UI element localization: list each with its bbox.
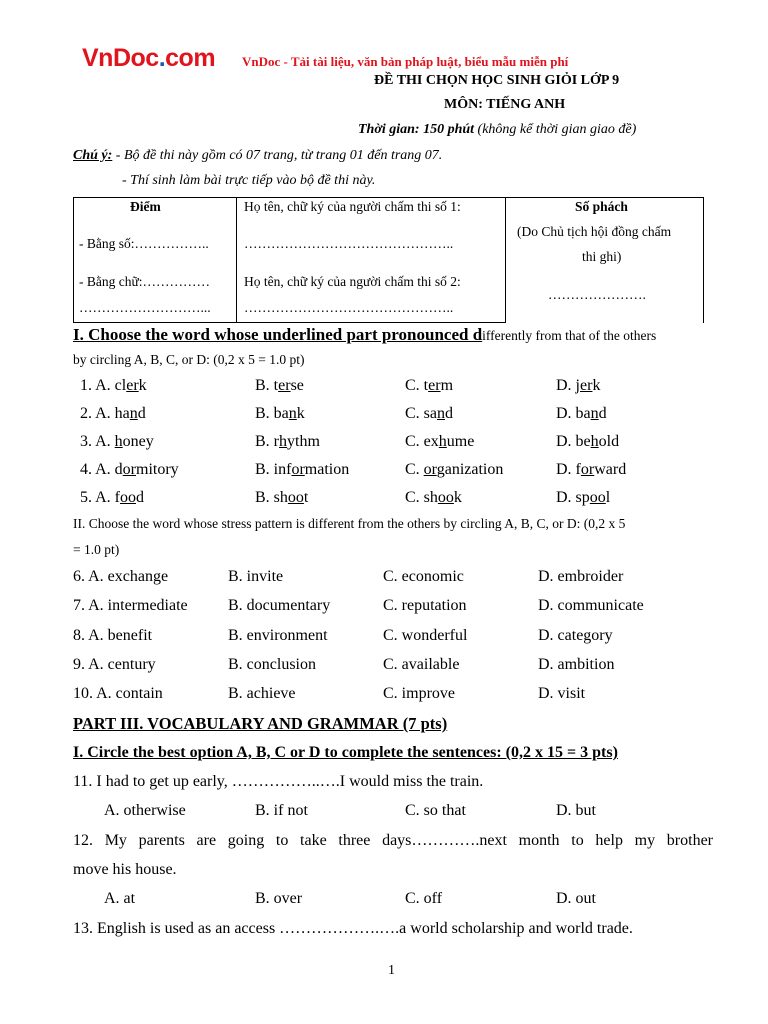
stress-q10-option-a[interactable]: 10. A. contain xyxy=(73,685,163,703)
word-part: B. sh xyxy=(255,489,288,506)
pron-q4-option-c[interactable] xyxy=(405,461,503,479)
note-text-1: - Bộ đề thi này gồm có 07 trang, từ trang 01 đến trang 07. xyxy=(112,148,443,163)
table-divider-1 xyxy=(236,197,237,323)
stress-q6-option-c[interactable]: C. economic xyxy=(383,568,464,585)
stress-q6-option-a[interactable]: 6. A. exchange xyxy=(73,568,169,585)
word-part: D. be xyxy=(556,433,591,450)
word-part: D. f xyxy=(556,461,581,478)
part-3-instruction: I. Circle the best option A, B, C or D to complete the sentences: (0,2 x 15 = 3 pts) xyxy=(73,744,618,761)
word-part: D. sp xyxy=(556,489,590,506)
pron-q1-option-a[interactable] xyxy=(80,377,147,395)
pron-q2-option-a[interactable] xyxy=(80,405,146,423)
question-number: 1. A. xyxy=(80,377,115,394)
exam-time xyxy=(358,122,636,138)
grader-1-label: Họ tên, chữ ký của người chấm thi số 1: xyxy=(244,199,461,214)
stress-q10-option-c[interactable]: C. improve xyxy=(383,685,455,703)
pron-q3-option-c[interactable] xyxy=(405,433,474,451)
stress-q8-option-d[interactable]: D. category xyxy=(538,626,613,644)
pron-q5-option-b[interactable] xyxy=(255,489,308,507)
word-part: k xyxy=(592,377,601,394)
q11-option-d[interactable]: D. but xyxy=(556,802,596,819)
underlined-part: n xyxy=(129,405,138,422)
score-number: - Bằng số:…………….. xyxy=(79,236,209,251)
stress-q9-option-a[interactable]: 9. A. century xyxy=(73,655,156,673)
pron-q1-option-d[interactable] xyxy=(556,377,600,395)
pron-q2-option-c[interactable] xyxy=(405,405,453,423)
table-border-right xyxy=(703,197,704,323)
time-label: Thời gian: 150 phút xyxy=(358,122,475,137)
exam-subject: MÔN: TIẾNG ANH xyxy=(444,97,566,112)
q12-option-a[interactable]: A. at xyxy=(104,890,136,907)
word-part: oney xyxy=(122,433,154,450)
underlined-part: oo xyxy=(287,489,304,506)
underlined-part: n xyxy=(437,405,445,422)
grader-1-dots: ……………………………………….. xyxy=(244,236,454,251)
stress-q9-option-c[interactable]: C. available xyxy=(383,655,460,673)
logo-text: VnDoc xyxy=(82,44,159,72)
word-part: D. ba xyxy=(556,405,591,422)
pron-q5-option-a[interactable] xyxy=(80,489,144,507)
word-part: m xyxy=(440,377,454,394)
pron-q4-option-a[interactable] xyxy=(80,461,179,479)
grader-2-dots: ……………………………………….. xyxy=(244,300,454,315)
word-part: d xyxy=(598,405,607,422)
exam-title: ĐỀ THI CHỌN HỌC SINH GIỎI LỚP 9 xyxy=(374,73,620,88)
grader-2-label: Họ tên, chữ ký của người chấm thi số 2: xyxy=(244,274,461,289)
pron-q1-option-c[interactable] xyxy=(405,377,453,395)
score-table xyxy=(73,197,704,323)
underlined-part: or xyxy=(423,461,437,478)
pron-q3-option-d[interactable] xyxy=(556,433,619,451)
word-part: k xyxy=(453,489,462,506)
pron-q2-option-d[interactable] xyxy=(556,405,607,423)
question-12-line-2: move his house. xyxy=(73,861,177,878)
underlined-part: h xyxy=(590,433,599,450)
underlined-part: er xyxy=(278,377,291,394)
stress-q7-option-b[interactable]: B. documentary xyxy=(228,597,331,615)
stress-q6-option-b[interactable]: B. invite xyxy=(228,568,284,585)
note-line-2: - Thí sinh làm bài trực tiếp vào bộ đề thi này. xyxy=(122,173,376,188)
underlined-part: or xyxy=(580,461,595,478)
question-13: 13. English is used as an access ……………….….a world scholarship and world trade. xyxy=(73,920,633,937)
underlined-part: n xyxy=(288,405,297,422)
pron-q2-option-b[interactable] xyxy=(255,405,305,423)
question-12-line-1: 12. My parents are going to take three days………….next month to help my brother xyxy=(73,832,713,849)
q11-option-c[interactable]: C. so that xyxy=(405,802,466,819)
word-part: ume xyxy=(446,433,475,450)
page-number: 1 xyxy=(388,963,395,978)
underlined-part: n xyxy=(590,405,599,422)
word-part: ganization xyxy=(436,461,504,478)
word-part: B. inf xyxy=(255,461,292,478)
logo-dot: . xyxy=(158,44,166,72)
q11-option-a[interactable]: A. otherwise xyxy=(104,802,186,819)
q11-option-b[interactable]: B. if not xyxy=(255,802,308,819)
pron-q5-option-c[interactable] xyxy=(405,489,462,507)
code-note-1: (Do Chủ tịch hội đồng chấm xyxy=(517,224,672,239)
score-words-dots: ………………………... xyxy=(79,300,211,315)
q12-option-b[interactable]: B. over xyxy=(255,890,303,907)
underlined-part: er xyxy=(428,377,441,394)
section-2-heading-cont: = 1.0 pt) xyxy=(73,542,120,557)
section-1-rest: ifferently from that of the others xyxy=(482,328,657,343)
underlined-part: oo xyxy=(120,489,136,506)
pron-q3-option-b[interactable] xyxy=(255,433,320,451)
code-dots: …………………. xyxy=(548,287,646,302)
word-part: k xyxy=(138,377,147,394)
note-line-1 xyxy=(73,148,442,164)
word-part: C. t xyxy=(405,377,429,394)
underlined-part: oo xyxy=(437,489,454,506)
underlined-part: or xyxy=(122,461,136,478)
word-part: old xyxy=(598,433,620,450)
word-part: k xyxy=(296,405,305,422)
underlined-part: oo xyxy=(589,489,606,506)
stress-q9-option-d[interactable]: D. ambition xyxy=(538,655,615,673)
word-part: ythm xyxy=(287,433,320,450)
word-part: C. ex xyxy=(405,433,439,450)
question-number: 3. A. xyxy=(80,433,115,450)
vndoc-logo[interactable] xyxy=(82,44,215,73)
word-part: ward xyxy=(594,461,627,478)
word-part: B. ba xyxy=(255,405,289,422)
part-3-title: PART III. VOCABULARY AND GRAMMAR (7 pts) xyxy=(73,714,448,733)
word-part: B. t xyxy=(255,377,279,394)
word-part: B. r xyxy=(255,433,279,450)
table-border-bottom xyxy=(73,322,506,323)
word-part: d xyxy=(114,461,123,478)
stress-q8-option-a[interactable]: 8. A. benefit xyxy=(73,626,153,644)
stress-q9-option-b[interactable]: B. conclusion xyxy=(228,655,316,673)
stress-q7-option-c[interactable]: C. reputation xyxy=(383,597,467,615)
word-part: l xyxy=(605,489,611,506)
section-1-bold: I. Choose the word whose underlined part pronounced d xyxy=(73,325,483,344)
question-11: 11. I had to get up early, ……………..….I would miss the train. xyxy=(73,773,484,790)
stress-q7-option-d[interactable]: D. communicate xyxy=(538,597,644,615)
stress-q8-option-c[interactable]: C. wonderful xyxy=(383,626,468,644)
word-part: D. j xyxy=(556,377,580,394)
site-tagline[interactable]: VnDoc - Tải tài liệu, văn bản pháp luật, biểu mẫu miễn phí xyxy=(242,54,569,69)
underlined-part: h xyxy=(438,433,447,450)
stress-q6-option-d[interactable]: D. embroider xyxy=(538,568,624,585)
underlined-part: h xyxy=(114,433,123,450)
word-part: d xyxy=(445,405,453,422)
stress-q10-option-b[interactable]: B. achieve xyxy=(228,685,296,703)
section-2-heading: II. Choose the word whose stress pattern is different from the others by circling A, B, C, or D: (0,2 x 5 xyxy=(73,516,626,531)
q12-option-c[interactable]: C. off xyxy=(405,890,443,907)
table-border-left xyxy=(73,197,74,323)
logo-tld: com xyxy=(165,44,216,72)
word-part: ha xyxy=(114,405,130,422)
section-1-instruction: by circling A, B, C, or D: (0,2 x 5 = 1.0 pt) xyxy=(73,352,305,367)
underlined-part: or xyxy=(291,461,305,478)
code-note-2: thi ghi) xyxy=(582,249,622,264)
word-part: f xyxy=(114,489,120,506)
question-number: 4. A. xyxy=(80,461,115,478)
word-part: se xyxy=(290,377,304,394)
word-part: mation xyxy=(304,461,350,478)
underlined-part: h xyxy=(279,433,287,450)
pron-q1-option-b[interactable] xyxy=(255,377,304,395)
stress-q8-option-b[interactable]: B. environment xyxy=(228,626,328,644)
table-border-top xyxy=(73,197,704,198)
table-divider-2 xyxy=(505,197,506,323)
question-number: 2. A. xyxy=(80,405,115,422)
word-part: C. sh xyxy=(405,489,438,506)
q12-option-d[interactable]: D. out xyxy=(556,890,596,907)
section-1-heading xyxy=(73,325,656,345)
word-part: t xyxy=(303,489,309,506)
note-label: Chú ý: xyxy=(73,148,113,163)
word-part: d xyxy=(137,405,146,422)
underlined-part: er xyxy=(126,377,139,394)
word-part: cl xyxy=(114,377,127,394)
pron-q5-option-d[interactable] xyxy=(556,489,610,507)
word-part: C. sa xyxy=(405,405,437,422)
score-words: - Bằng chữ:…………… xyxy=(79,274,211,289)
score-header: Điểm xyxy=(130,199,161,214)
word-part: mitory xyxy=(136,461,179,478)
word-part: d xyxy=(136,489,144,506)
pron-q4-option-b[interactable] xyxy=(255,461,349,479)
stress-q10-option-d[interactable]: D. visit xyxy=(538,685,586,703)
question-number: 5. A. xyxy=(80,489,115,506)
word-part: C. xyxy=(405,461,424,478)
pron-q3-option-a[interactable] xyxy=(80,433,154,451)
underlined-part: er xyxy=(580,377,593,394)
code-header: Số phách xyxy=(575,199,628,214)
pron-q4-option-d[interactable] xyxy=(556,461,626,479)
time-note: (không kể thời gian giao đề) xyxy=(474,122,637,137)
stress-q7-option-a[interactable]: 7. A. intermediate xyxy=(73,597,188,615)
